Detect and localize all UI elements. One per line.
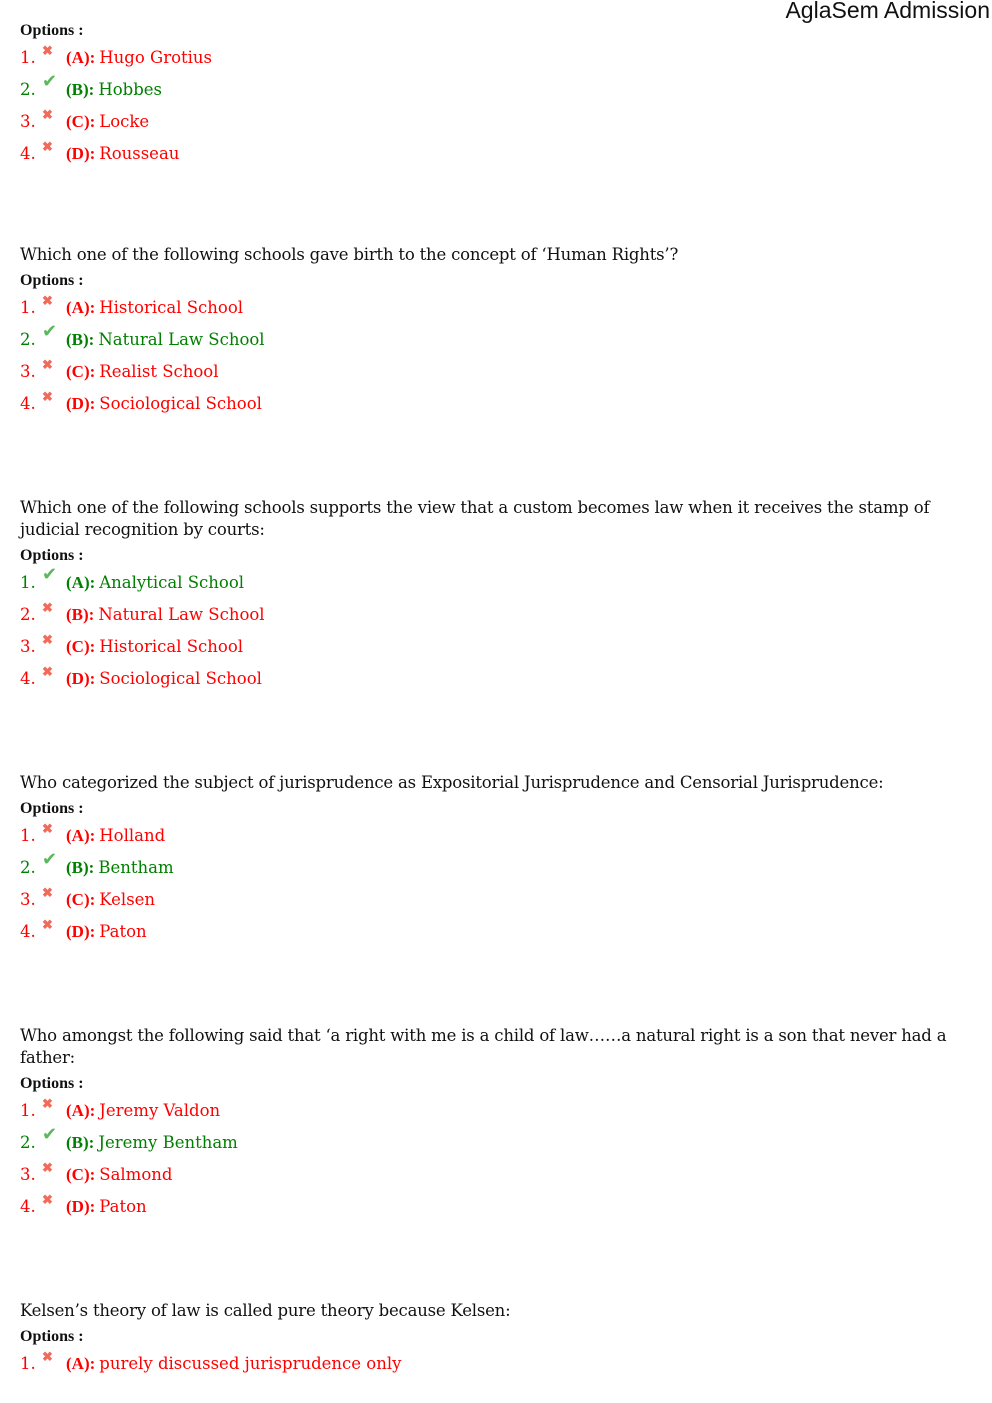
question-block: [20, 497, 970, 699]
option-number: 2.: [20, 605, 36, 624]
option-text: purely discussed jurisprudence only: [99, 1354, 402, 1373]
question-text: Who amongst the following said that ‘a right with me is a child of law……a natural right is a son that never had a father:: [20, 1026, 947, 1067]
options-label: Options :: [20, 1075, 84, 1092]
cross-icon: ✖: [42, 1350, 53, 1365]
option-letter: (A):: [66, 48, 96, 67]
option-number: 4.: [20, 144, 36, 163]
option-letter: (A):: [66, 298, 96, 317]
option-text: Realist School: [99, 362, 219, 381]
option-letter: (B):: [66, 80, 95, 99]
option-number: 3.: [20, 890, 36, 909]
option-text: Kelsen: [99, 890, 156, 909]
brand-watermark: AglaSem Admission: [785, 0, 990, 23]
options-label: Options :: [20, 547, 84, 564]
option-letter: (B):: [66, 605, 95, 624]
option-item: [20, 1124, 970, 1163]
option-letter: (B):: [66, 330, 95, 349]
option-text: Analytical School: [99, 573, 245, 592]
option-text: Paton: [99, 922, 147, 941]
option-item: [20, 71, 970, 110]
option-text: Natural Law School: [98, 330, 265, 349]
check-icon: ✔: [42, 321, 58, 342]
cross-icon: ✖: [42, 294, 53, 309]
option-item: [20, 635, 970, 667]
question-text: Which one of the following schools gave birth to the concept of ‘Human Rights’?: [20, 245, 679, 264]
option-number: 2.: [20, 1133, 36, 1152]
cross-icon: ✖: [42, 44, 53, 59]
option-number: 3.: [20, 637, 36, 656]
option-item: [20, 1163, 970, 1195]
option-item: [20, 392, 970, 424]
question-text: Who categorized the subject of jurisprudence as Expositorial Jurisprudence and Censorial Jurisprudence:: [20, 773, 884, 792]
check-icon: ✔: [42, 564, 58, 585]
cross-icon: ✖: [42, 390, 53, 405]
options-label: Options :: [20, 800, 84, 817]
option-letter: (A):: [66, 1354, 96, 1373]
question-block: [20, 20, 970, 174]
option-text: Sociological School: [99, 394, 262, 413]
option-item: [20, 46, 970, 78]
option-number: 2.: [20, 858, 36, 877]
option-item: [20, 824, 970, 856]
option-number: 4.: [20, 394, 36, 413]
option-letter: (A):: [66, 1101, 96, 1120]
cross-icon: ✖: [42, 633, 53, 648]
option-item: [20, 1352, 970, 1384]
option-letter: (C):: [66, 890, 96, 909]
option-number: 1.: [20, 1354, 36, 1373]
option-letter: (D):: [66, 144, 96, 163]
options-label: Options :: [20, 272, 84, 289]
option-number: 3.: [20, 1165, 36, 1184]
option-number: 4.: [20, 1197, 36, 1216]
option-text: Historical School: [99, 298, 244, 317]
option-item: [20, 1099, 970, 1131]
option-number: 2.: [20, 80, 36, 99]
option-text: Natural Law School: [98, 605, 265, 624]
option-letter: (B):: [66, 858, 95, 877]
option-text: Paton: [99, 1197, 147, 1216]
option-text: Historical School: [99, 637, 244, 656]
options-label: Options :: [20, 1328, 84, 1345]
cross-icon: ✖: [42, 358, 53, 373]
cross-icon: ✖: [42, 108, 53, 123]
option-item: [20, 888, 970, 920]
option-item: [20, 849, 970, 888]
option-number: 1.: [20, 826, 36, 845]
option-text: Hugo Grotius: [99, 48, 213, 67]
check-icon: ✔: [42, 71, 58, 92]
cross-icon: ✖: [42, 1161, 53, 1176]
cross-icon: ✖: [42, 665, 53, 680]
option-text: Jeremy Valdon: [99, 1101, 221, 1120]
cross-icon: ✖: [42, 1193, 53, 1208]
option-letter: (B):: [66, 1133, 95, 1152]
question-block: [20, 244, 970, 424]
option-item: [20, 564, 970, 603]
option-letter: (D):: [66, 922, 96, 941]
cross-icon: ✖: [42, 918, 53, 933]
option-number: 1.: [20, 1101, 36, 1120]
option-text: Bentham: [98, 858, 174, 877]
cross-icon: ✖: [42, 1097, 53, 1112]
cross-icon: ✖: [42, 822, 53, 837]
option-item: [20, 296, 970, 328]
option-text: Rousseau: [99, 144, 180, 163]
check-icon: ✔: [42, 1124, 58, 1145]
question-text: Which one of the following schools supports the view that a custom becomes law when it receives the stamp of judicial recognition by courts:: [20, 498, 930, 539]
question-block: [20, 1025, 970, 1227]
option-text: Sociological School: [99, 669, 262, 688]
option-item: [20, 360, 970, 392]
question-block: [20, 1300, 970, 1384]
option-number: 3.: [20, 362, 36, 381]
option-text: Jeremy Bentham: [98, 1133, 238, 1152]
option-letter: (A):: [66, 826, 96, 845]
option-item: [20, 667, 970, 699]
option-number: 2.: [20, 330, 36, 349]
option-number: 1.: [20, 298, 36, 317]
option-item: [20, 920, 970, 952]
check-icon: ✔: [42, 849, 58, 870]
option-text: Salmond: [99, 1165, 173, 1184]
option-item: [20, 1195, 970, 1227]
option-letter: (D):: [66, 1197, 96, 1216]
option-letter: (C):: [66, 362, 96, 381]
option-text: Hobbes: [98, 80, 163, 99]
option-letter: (C):: [66, 1165, 96, 1184]
option-text: Locke: [99, 112, 150, 131]
option-letter: (A):: [66, 573, 96, 592]
option-letter: (D):: [66, 394, 96, 413]
option-number: 4.: [20, 922, 36, 941]
question-text: Kelsen’s theory of law is called pure theory because Kelsen:: [20, 1301, 511, 1320]
option-number: 1.: [20, 573, 36, 592]
option-number: 3.: [20, 112, 36, 131]
option-letter: (C):: [66, 637, 96, 656]
option-text: Holland: [99, 826, 166, 845]
option-letter: (D):: [66, 669, 96, 688]
option-item: [20, 142, 970, 174]
option-item: [20, 321, 970, 360]
option-number: 4.: [20, 669, 36, 688]
cross-icon: ✖: [42, 886, 53, 901]
option-item: [20, 110, 970, 142]
option-letter: (C):: [66, 112, 96, 131]
question-block: [20, 772, 970, 952]
option-item: [20, 603, 970, 635]
cross-icon: ✖: [42, 140, 53, 155]
options-label: Options :: [20, 22, 84, 39]
cross-icon: ✖: [42, 601, 53, 616]
option-number: 1.: [20, 48, 36, 67]
